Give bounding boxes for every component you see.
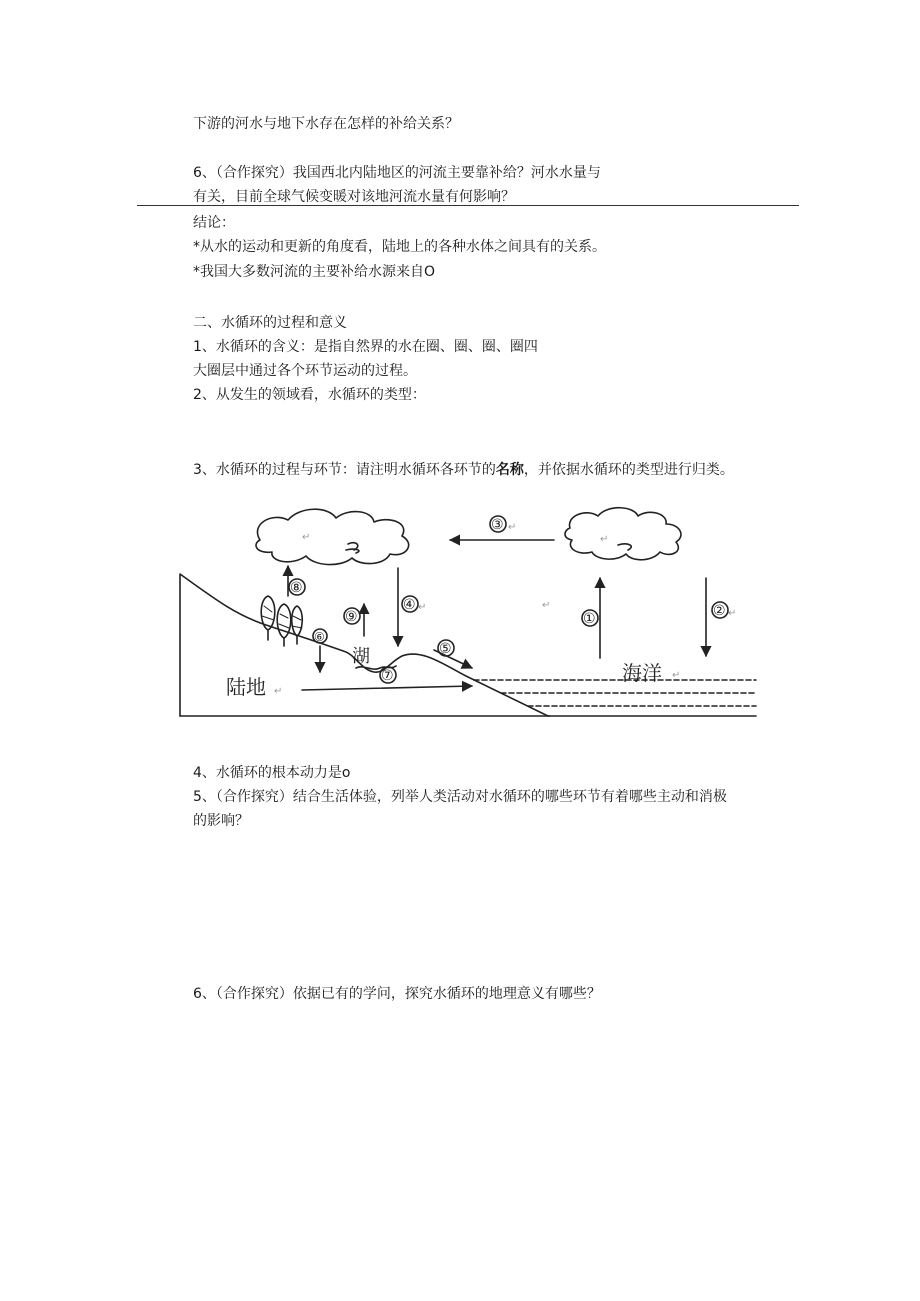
item-1-line1: 1、水循环的含义：是指自然界的水在圈、圈、圈、圈四 [193, 339, 538, 355]
return-mark-5: ↵ [728, 608, 737, 619]
label-n5: ⑤ [439, 641, 452, 657]
arrow-7-underground-runoff [302, 686, 472, 690]
water-cycle-diagram [176, 500, 760, 720]
item-4: 4、水循环的根本动力是o [193, 765, 351, 781]
label-ocean: 海洋 [622, 661, 662, 685]
return-mark-8: ↵ [600, 534, 609, 545]
item-5-line2: 的影响？ [193, 813, 249, 829]
tree-3 [292, 606, 303, 636]
item-3-text-bold: 名称 [495, 462, 524, 478]
label-n1: ① [583, 611, 596, 627]
item-3-text-post: ，并依据水循环的类型进行归类。 [523, 462, 734, 478]
tree-2 [277, 604, 291, 638]
label-n3: ③ [491, 517, 504, 533]
item-2: 2、从发生的领域看，水循环的类型： [193, 387, 426, 403]
question-6-line2: 有关，目前全球气候变暖对该地河流水量有何影响？ [193, 189, 515, 205]
conclusion-item-1: *从水的运动和更新的角度看，陆地上的各种水体之间具有的关系。 [193, 239, 606, 255]
label-n9: ⑨ [345, 609, 358, 625]
label-n4: ④ [403, 597, 416, 613]
return-mark-6: ↵ [672, 670, 681, 681]
return-mark-3: ↵ [418, 602, 427, 613]
return-mark-1: ↵ [274, 686, 283, 697]
label-n2: ② [713, 603, 726, 619]
item-5-line1: 5、（合作探究）结合生活体验，列举人类活动对水循环的哪些环节有着哪些主动和消极 [193, 789, 727, 805]
question-6-line1: 6、（合作探究）我国西北内陆地区的河流主要靠补给？河水水量与 [193, 165, 601, 181]
divider-rule [137, 205, 799, 206]
conclusion-heading: 结论： [193, 215, 235, 231]
label-n8: ⑧ [290, 580, 303, 596]
return-mark-2: ↵ [508, 522, 517, 533]
cloud-right-mark [618, 544, 631, 550]
cloud-right [565, 508, 681, 560]
label-n6: ⑥ [314, 630, 325, 644]
label-land: 陆地 [226, 675, 266, 699]
item-6: 6、（合作探究）依据已有的学问，探究水循环的地理意义有哪些？ [193, 986, 601, 1002]
conclusion-item-2: *我国大多数河流的主要补给水源来自O [193, 264, 436, 280]
label-n7: ⑦ [381, 668, 394, 684]
item-1-line2: 大圈层中通过各个环节运动的过程。 [193, 363, 417, 379]
item-3-text-pre: 3、水循环的过程与环节：请注明水循环各环节的 [193, 462, 496, 478]
label-lake: 湖 [352, 646, 370, 667]
return-mark-4: ↵ [542, 600, 551, 611]
return-mark-7: ↵ [302, 532, 311, 543]
section-2-heading: 二、水循环的过程和意义 [193, 315, 347, 331]
question-text-prev: 下游的河水与地下水存在怎样的补给关系？ [193, 116, 459, 132]
cloud-left [256, 509, 409, 564]
item-3 [193, 460, 734, 480]
